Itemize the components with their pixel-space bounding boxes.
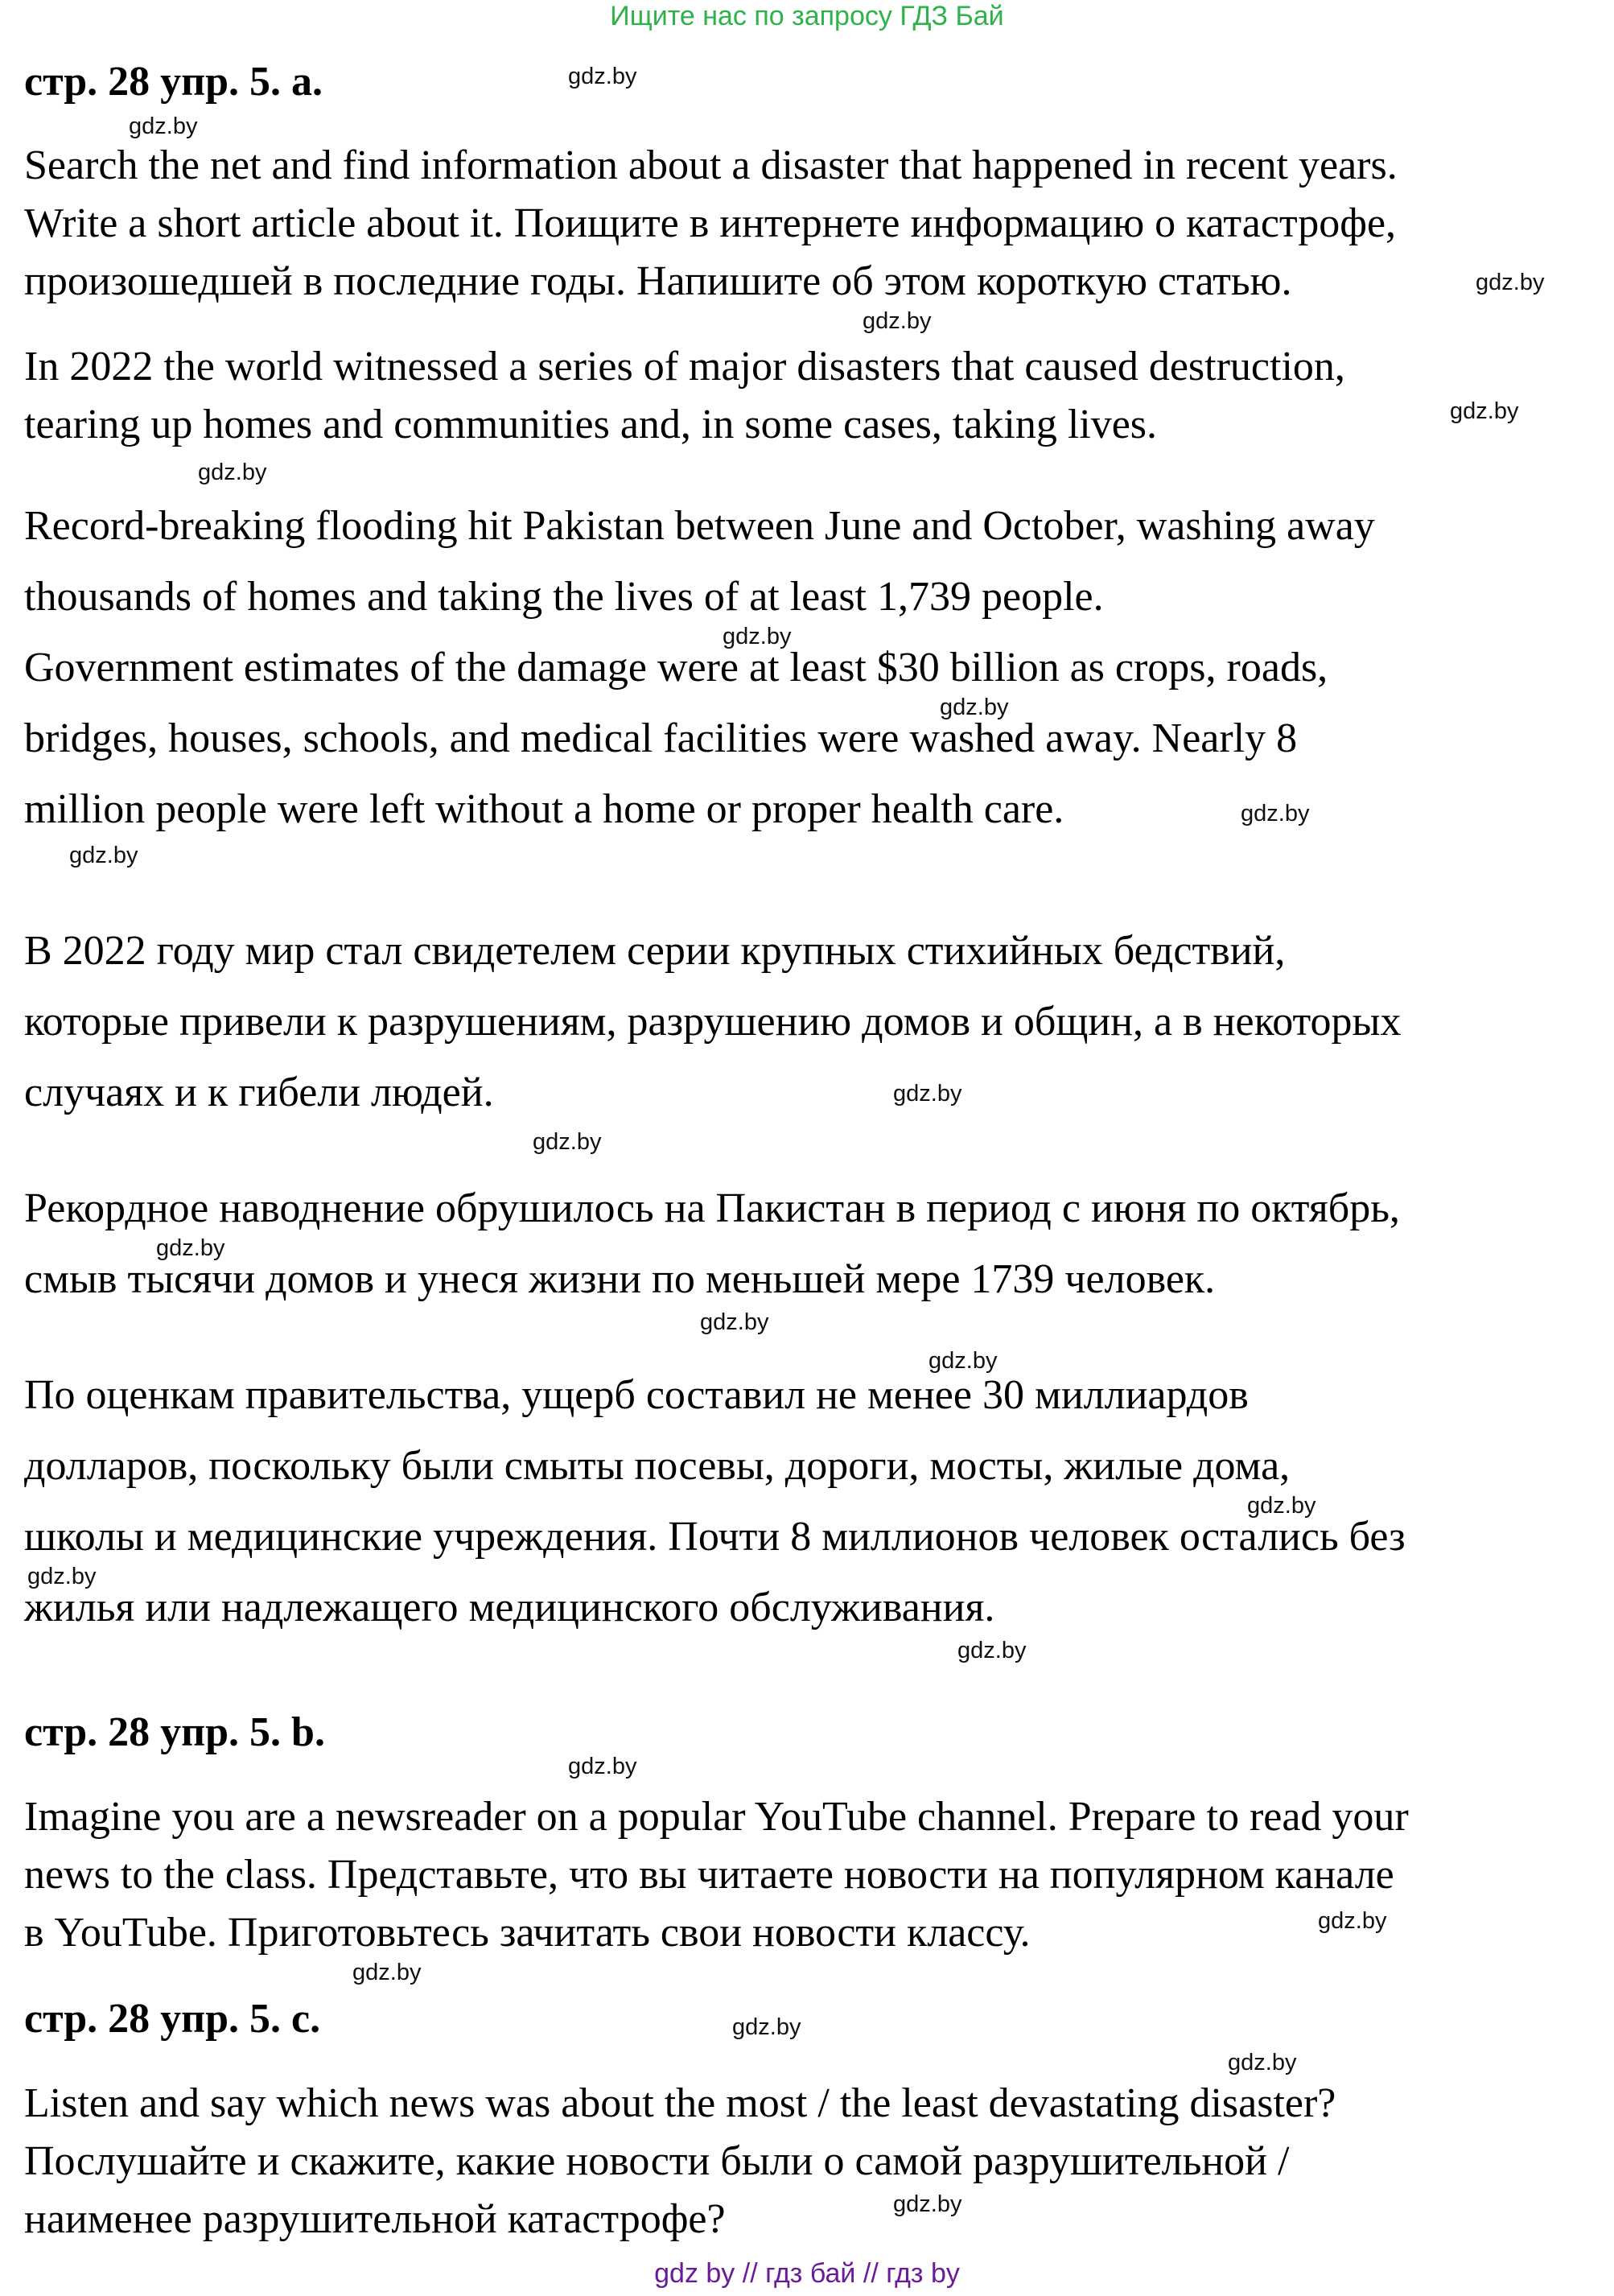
- section-b-task-line-3: в YouTube. Приготовьтесь зачитать свои новости классу.: [24, 1910, 1031, 1956]
- watermark: gdz.by: [893, 1081, 962, 1107]
- footer-banner: gdz by // гдз бай // гдз by: [654, 2258, 960, 2289]
- top-banner: Ищите нас по запросу ГДЗ Бай: [610, 1, 1004, 31]
- watermark: gdz.by: [928, 1348, 998, 1374]
- section-b-task-line-1: Imagine you are a newsreader on a popular YouTube channel. Prepare to read your: [24, 1794, 1409, 1840]
- watermark: gdz.by: [957, 1638, 1027, 1663]
- watermark: gdz.by: [723, 624, 792, 649]
- watermark: gdz.by: [1241, 801, 1310, 826]
- section-c-task-line-2: Послушайте и скажите, какие новости были о самой разрушительной /: [24, 2138, 1290, 2184]
- watermark: gdz.by: [568, 1754, 637, 1779]
- section-b-heading: стр. 28 упр. 5. b.: [24, 1709, 325, 1755]
- answer-ru-p2-line-2: смыв тысячи домов и унеся жизни по меньшей мере 1739 человек.: [24, 1256, 1216, 1302]
- section-c-task-line-3: наименее разрушительной катастрофе?: [24, 2196, 726, 2242]
- watermark: gdz.by: [732, 2014, 801, 2040]
- watermark: gdz.by: [198, 460, 267, 485]
- watermark: gdz.by: [1247, 1493, 1316, 1519]
- answer-ru-p1-line-3: случаях и к гибели людей.: [24, 1070, 494, 1115]
- answer-en-p2-line-5: million people were left without a home or proper health care.: [24, 786, 1064, 832]
- section-b-task-line-2: news to the class. Представьте, что вы читаете новости на популярном канале: [24, 1852, 1394, 1898]
- answer-en-p2-line-2: thousands of homes and taking the lives of at least 1,739 people.: [24, 574, 1104, 620]
- section-a-task-line-2: Write a short article about it. Поищите в интернете информацию о катастрофе,: [24, 200, 1397, 246]
- section-c-task-line-1: Listen and say which news was about the most / the least devastating disaster?: [24, 2080, 1336, 2126]
- watermark: gdz.by: [1318, 1908, 1387, 1934]
- answer-ru-p3-line-4: жилья или надлежащего медицинского обслуживания.: [24, 1585, 995, 1630]
- watermark: gdz.by: [1228, 2050, 1297, 2075]
- answer-en-p2-line-3: Government estimates of the damage were at least $30 billion as crops, roads,: [24, 645, 1328, 690]
- watermark: gdz.by: [129, 113, 198, 139]
- watermark: gdz.by: [533, 1129, 602, 1155]
- watermark: gdz.by: [893, 2191, 962, 2217]
- watermark: gdz.by: [940, 695, 1009, 720]
- watermark: gdz.by: [69, 843, 138, 868]
- section-c-heading: стр. 28 упр. 5. c.: [24, 1996, 321, 2042]
- section-a-heading: стр. 28 упр. 5. а.: [24, 59, 323, 105]
- section-a-task-line-1: Search the net and find information about a disaster that happened in recent years.: [24, 142, 1398, 188]
- answer-en-p1-line-1: In 2022 the world witnessed a series of major disasters that caused destruction,: [24, 344, 1345, 390]
- watermark: gdz.by: [1476, 270, 1545, 295]
- answer-ru-p3-line-1: По оценкам правительства, ущерб составил не менее 30 миллиардов: [24, 1372, 1249, 1418]
- answer-en-p2-line-4: bridges, houses, schools, and medical facilities were washed away. Nearly 8: [24, 715, 1298, 761]
- watermark: gdz.by: [568, 64, 637, 89]
- section-a-task-line-3: произошедшей в последние годы. Напишите об этом короткую статью.: [24, 258, 1292, 304]
- answer-ru-p1-line-1: В 2022 году мир стал свидетелем серии крупных стихийных бедствий,: [24, 928, 1286, 974]
- watermark: gdz.by: [352, 1960, 422, 1985]
- answer-ru-p2-line-1: Рекордное наводнение обрушилось на Пакистан в период с июня по октябрь,: [24, 1185, 1400, 1231]
- answer-ru-p3-line-2: долларов, поскольку были смыты посевы, дороги, мосты, жилые дома,: [24, 1443, 1291, 1489]
- watermark: gdz.by: [863, 308, 932, 334]
- watermark: gdz.by: [27, 1564, 97, 1589]
- answer-ru-p3-line-3: школы и медицинские учреждения. Почти 8 миллионов человек остались без: [24, 1514, 1406, 1560]
- answer-en-p2-line-1: Record-breaking flooding hit Pakistan between June and October, washing away: [24, 503, 1375, 549]
- watermark: gdz.by: [700, 1309, 769, 1335]
- answer-ru-p1-line-2: которые привели к разрушениям, разрушению домов и общин, а в некоторых: [24, 999, 1402, 1045]
- watermark: gdz.by: [1450, 398, 1519, 424]
- answer-en-p1-line-2: tearing up homes and communities and, in some cases, taking lives.: [24, 402, 1158, 447]
- watermark: gdz.by: [156, 1235, 225, 1261]
